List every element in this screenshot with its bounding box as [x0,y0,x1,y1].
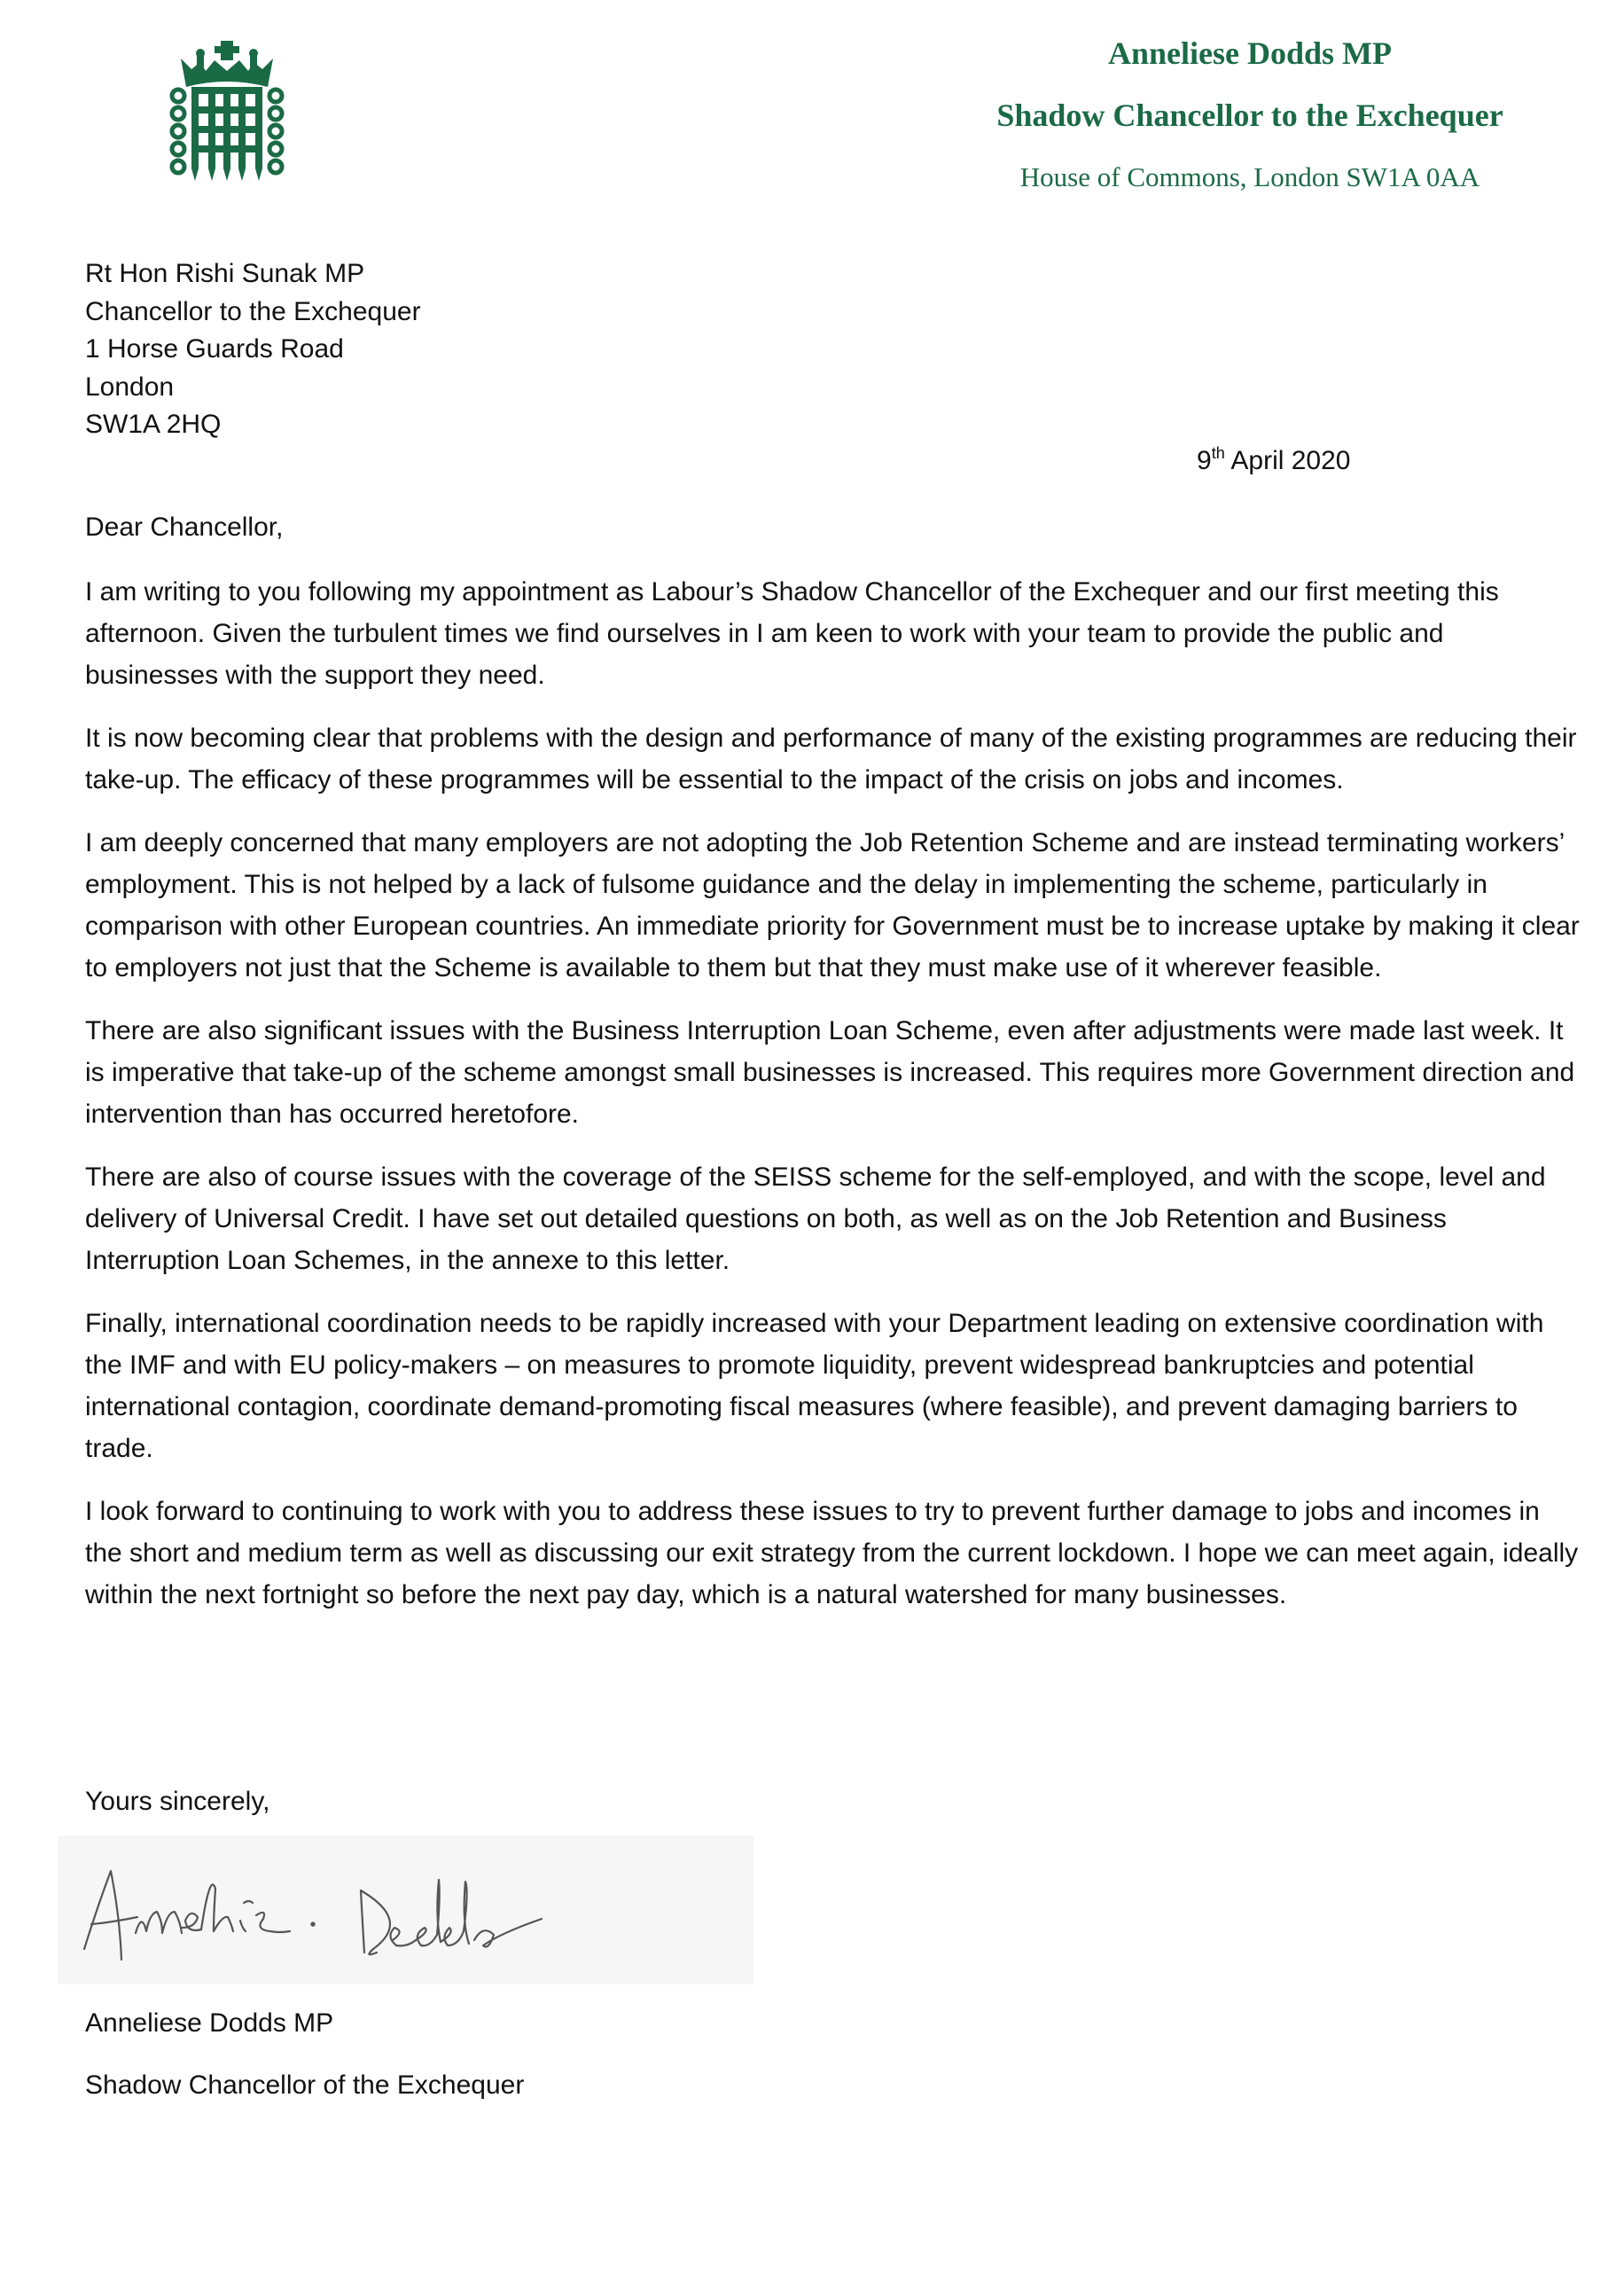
body-paragraph: There are also of course issues with the coverage of the SEISS scheme for the self-employed, and with the scope, level and delivery of Universal Credit. I have set out detailed questions on both, as well as on the Job Retention and Business Interruption Loan Schemes, in the annexe to this letter. [85,1162,1546,1275]
body-paragraph: Finally, international coordination needs to be rapidly increased with your Department leading on extensive coordination with the IMF and with EU policy-makers – on measures to promote liquidity, prevent widespread bankruptcies and potential international contagion, coordinate demand-promoting fiscal measures (where feasible), and prevent damaging barriers to trade. [85,1309,1544,1463]
recipient-name: Rt Hon Rishi Sunak MP [85,259,365,288]
body-paragraph: I am deeply concerned that many employers are not adopting the Job Retention Scheme and are instead terminating workers’ employment. This is not helped by a lack of fulsome guidance and the delay in implementing the scheme, particularly in comparison with other European countries. An immediate priority for Government must be to increase uptake by making it clear to employers not just that the Scheme is available to them but that they must make use of it wherever feasible. [85,828,1580,982]
sender-address: House of Commons, London SW1A 0AA [1019,161,1480,192]
recipient-city: London [85,372,175,402]
closing: Yours sincerely, [85,1787,270,1816]
letter-date [1197,443,1350,479]
body-paragraph: There are also significant issues with the Business Interruption Loan Scheme, even after adjustments were made last week. It is imperative that take-up of the scheme amongst small businesses is increased. This requires more Government direction and intervention than has occurred heretofore. [85,1016,1575,1129]
body-paragraph: It is now becoming clear that problems with the design and performance of many of the existing programmes are reducing their take-up. The efficacy of these programmes will be essential to the impact of the crisis on jobs and incomes. [85,724,1577,794]
signer-name: Anneliese Dodds MP [85,2008,334,2038]
letter-body [85,571,1583,1637]
letterhead [922,35,1578,195]
portcullis-crest-icon [165,41,289,184]
sender-title-heading: Shadow Chancellor to the Exchequer [996,98,1503,133]
body-paragraph: I look forward to continuing to work with you to address these issues to try to prevent further damage to jobs and incomes in the short and medium term as well as discussing our exit strategy from the current lockdown. I hope we can meet again, ideally within the next fortnight so before the next pay day, which is a natural watershed for many businesses. [85,1497,1579,1609]
sender-name-heading: Anneliese Dodds MP [1107,35,1392,71]
date-suffix: th [1211,444,1225,462]
date-month-year: April 2020 [1230,446,1351,475]
recipient-address-block [85,255,421,444]
salutation: Dear Chancellor, [85,513,284,542]
date-day: 9 [1197,446,1212,475]
body-paragraph: I am writing to you following my appointment as Labour’s Shadow Chancellor of the Exchequer and our first meeting this afternoon. Given the turbulent times we find ourselves in I am keen to work with your team to provide the public and businesses with the support they need. [85,577,1499,690]
recipient-title: Chancellor to the Exchequer [85,296,421,326]
signer-title: Shadow Chancellor of the Exchequer [85,2070,525,2100]
handwritten-signature-icon [58,1836,753,1984]
recipient-street: 1 Horse Guards Road [85,334,344,364]
recipient-postcode: SW1A 2HQ [85,410,222,439]
